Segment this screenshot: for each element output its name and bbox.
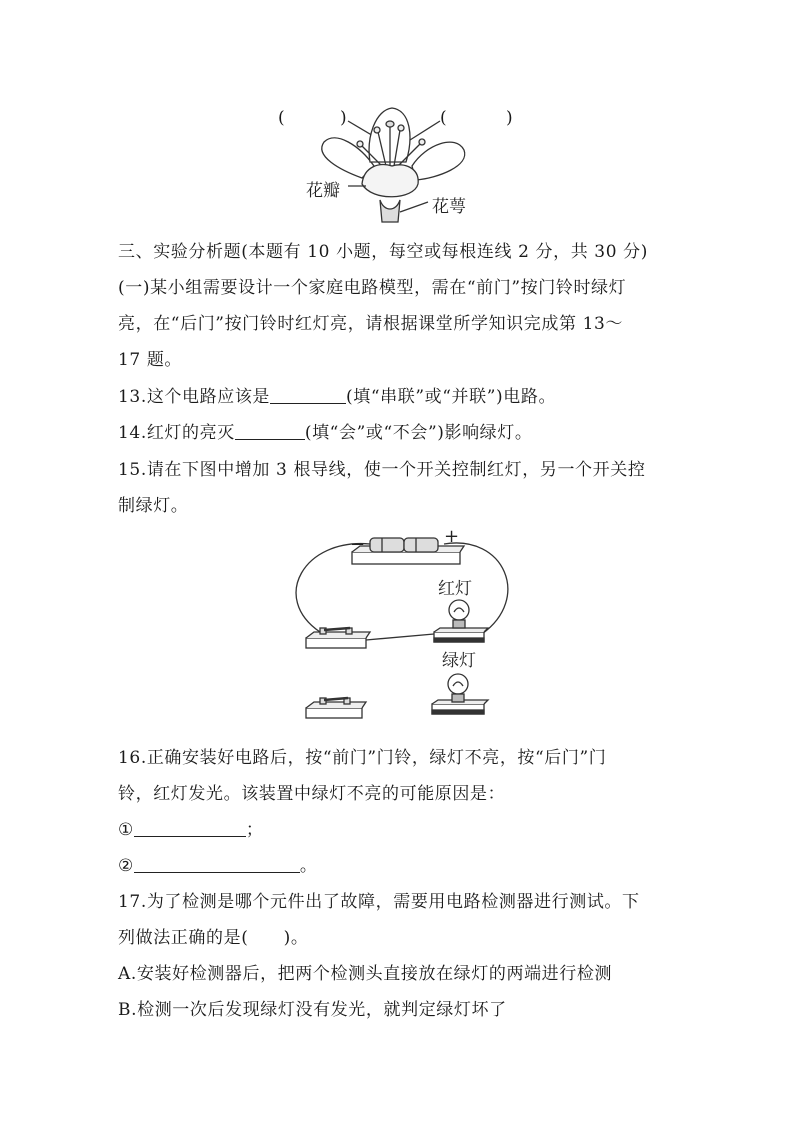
q14-text-after: (填“会”或“不会”)影响绿灯。: [304, 423, 533, 443]
switch-1-base: [306, 638, 366, 648]
q17-option-b[interactable]: B.检测一次后发现绿灯没有发光，就判定绿灯坏了: [118, 1000, 507, 1020]
battery-1: [370, 538, 404, 552]
section-intro-line1: (一)某小组需要设计一个家庭电路模型，需在“前门”按门铃时绿灯: [118, 278, 627, 298]
section-heading: 三、实验分析题(本题有 10 小题，每空或每根连线 2 分，共 30 分): [118, 242, 648, 262]
q14-answer-blank[interactable]: [235, 421, 305, 440]
pistil-answer-paren-close: ): [506, 108, 513, 128]
petal-label: 花瓣: [306, 181, 340, 201]
sepal-label: 花萼: [432, 197, 466, 217]
red-lamp-bulb: [449, 600, 469, 620]
q16-item2-marker: ②: [118, 856, 134, 876]
battery-holder: [352, 552, 460, 564]
section-intro-line3: 17 题。: [118, 350, 183, 370]
green-lamp-bulb: [448, 674, 468, 694]
q13-answer-blank[interactable]: [270, 385, 346, 404]
section-intro-line2: 亮，在“后门”按门铃时红灯亮，请根据课堂所学知识完成第 13～: [118, 314, 624, 334]
stamen-answer-paren-close: ): [340, 108, 347, 128]
q16-item1-end: ；: [245, 820, 264, 840]
switch-2-base: [306, 708, 362, 718]
question-15-line1: 15.请在下图中增加 3 根导线，使一个开关控制红灯，另一个开关控: [118, 460, 646, 480]
question-17-line2: 列做法正确的是( )。: [118, 928, 309, 948]
battery-2: [404, 538, 438, 552]
q16-answer-2: [118, 854, 317, 878]
stamen-answer-paren-open: (: [278, 108, 285, 128]
question-16-line1: 16.正确安装好电路后，按“前门”门铃，绿灯不亮，按“后门”门: [118, 748, 607, 768]
q13-text-after: (填“串联”或“并联”)电路。: [346, 387, 557, 407]
question-13: [118, 385, 556, 409]
pistil-answer-paren-open: (: [440, 108, 447, 128]
q16-answer-1: [118, 818, 263, 842]
red-lamp-label: 红灯: [438, 579, 472, 599]
battery-minus-sign: −: [350, 534, 366, 555]
q16-item1-marker: ①: [118, 820, 134, 840]
circuit-diagram: [284, 528, 520, 728]
question-14: [118, 421, 532, 445]
flower-diagram: [300, 100, 480, 228]
question-15-line2: 制绿灯。: [118, 496, 189, 516]
q16-answer-blank-2[interactable]: [134, 854, 300, 873]
green-lamp-label: 绿灯: [442, 651, 476, 671]
battery-plus-sign: +: [444, 528, 460, 547]
q14-text-before: 14.红灯的亮灭: [118, 423, 235, 443]
question-16-line2: 铃，红灯发光。该装置中绿灯不亮的可能原因是：: [118, 784, 506, 804]
q17-option-a[interactable]: A.安装好检测器后，把两个检测头直接放在绿灯的两端进行检测: [118, 964, 613, 984]
question-17-line1: 17.为了检测是哪个元件出了故障，需要用电路检测器进行测试。下: [118, 892, 640, 912]
q16-answer-blank-1[interactable]: [134, 818, 246, 837]
q13-text-before: 13.这个电路应该是: [118, 387, 271, 407]
q16-item2-end: 。: [299, 856, 318, 876]
existing-wire-2: [366, 634, 434, 640]
